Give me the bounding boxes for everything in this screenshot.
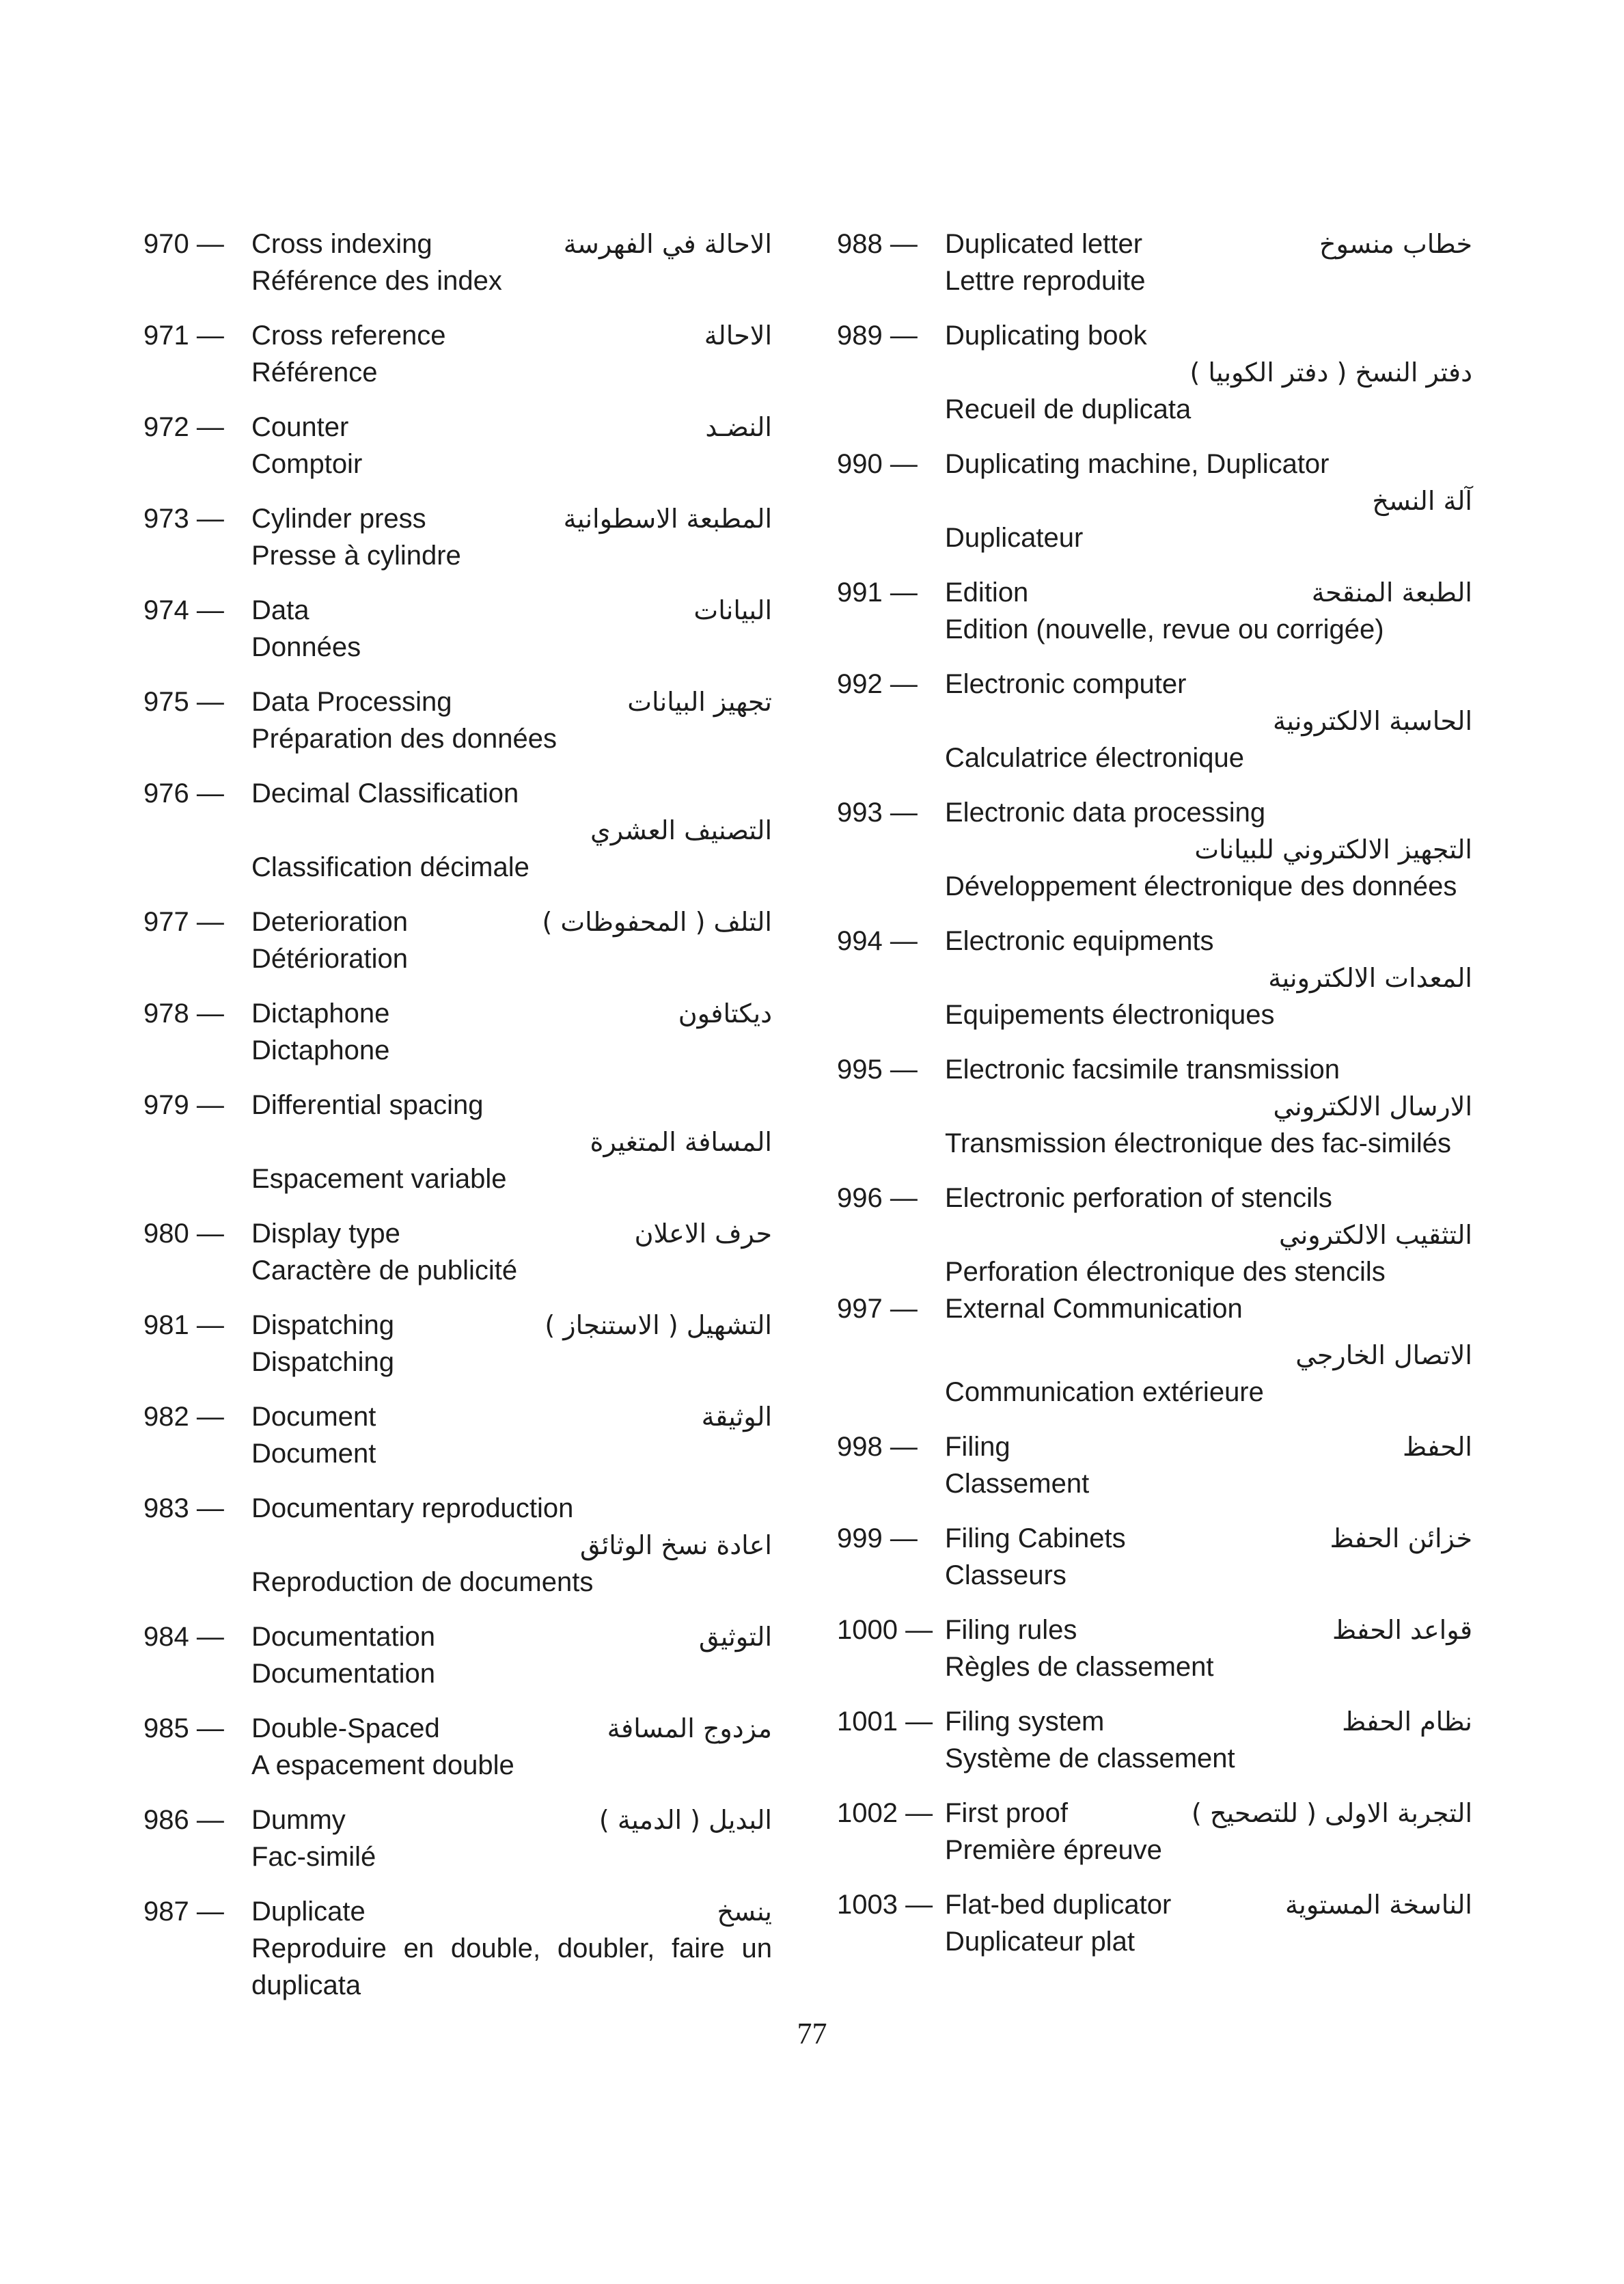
entry-number: 1001 — — [837, 1707, 933, 1737]
entry-english: Electronic computer — [945, 669, 1187, 699]
entry-english: Duplicating book — [945, 321, 1147, 351]
glossary-entry-972 — [143, 409, 772, 482]
glossary-entry-991 — [837, 574, 1472, 648]
glossary-entry-978 — [143, 995, 772, 1069]
glossary-entry-1003 — [837, 1886, 1472, 1960]
entry-french: Reproduction de documents — [251, 1567, 594, 1597]
entry-arabic: التشهيل ( الاستنجاز ) — [545, 1310, 772, 1340]
glossary-entry-974 — [143, 592, 772, 666]
entry-arabic: اعادة نسخ الوثائق — [580, 1530, 772, 1560]
entry-arabic: الحاسبة الالكترونية — [1273, 706, 1472, 736]
glossary-entry-975 — [143, 683, 772, 757]
entry-french: Fac-similé — [251, 1842, 376, 1872]
entry-number: 975 — — [143, 687, 224, 717]
glossary-entry-971 — [143, 317, 772, 391]
entry-number: 1002 — — [837, 1798, 933, 1828]
entry-english: Flat-bed duplicator — [945, 1890, 1172, 1920]
entry-french: Recueil de duplicata — [945, 394, 1192, 424]
glossary-entry-995 — [837, 1051, 1472, 1162]
entry-arabic: الاحالة — [704, 321, 772, 351]
entry-number: 993 — — [837, 798, 918, 828]
entry-french: Espacement variable — [251, 1164, 507, 1194]
entry-french: Classeurs — [945, 1560, 1066, 1590]
entry-number: 988 — — [837, 229, 918, 259]
entry-english: Dummy — [251, 1805, 346, 1835]
entry-french: Classification décimale — [251, 852, 529, 882]
entry-arabic: خطاب منسوخ — [1319, 229, 1472, 259]
entry-number: 978 — — [143, 998, 224, 1029]
entry-french: Préparation des données — [251, 724, 557, 754]
glossary-entry-990 — [837, 446, 1472, 556]
entry-number: 976 — — [143, 778, 224, 808]
left-column — [143, 226, 772, 2004]
right-column — [837, 226, 1472, 1960]
entry-english: Duplicating machine, Duplicator — [945, 449, 1330, 479]
entry-english: Documentation — [251, 1622, 436, 1652]
entry-arabic: تجهيز البيانات — [627, 687, 772, 717]
entry-english: Data Processing — [251, 687, 452, 717]
entry-french: Document — [251, 1439, 376, 1469]
entry-french: Première épreuve — [945, 1835, 1162, 1865]
entry-french: Perforation électronique des stencils — [945, 1257, 1386, 1287]
entry-arabic: خزائن الحفظ — [1330, 1523, 1472, 1553]
entry-arabic: مزدوج المسافة — [607, 1713, 772, 1743]
entry-french: Presse à cylindre — [251, 541, 461, 571]
entry-number: 991 — — [837, 577, 918, 608]
entry-arabic: المعدات الالكترونية — [1268, 963, 1472, 993]
entry-english: Duplicated letter — [945, 229, 1143, 259]
entry-english: External Communication — [945, 1294, 1243, 1324]
entry-english: Dictaphone — [251, 998, 390, 1029]
entry-number: 972 — — [143, 412, 224, 442]
glossary-entry-993 — [837, 794, 1472, 905]
entry-english: Display type — [251, 1219, 400, 1249]
entry-french: A espacement double — [251, 1750, 514, 1780]
entry-english: Filing Cabinets — [945, 1523, 1126, 1553]
entry-arabic: التصنيف العشري — [590, 815, 772, 845]
glossary-entry-989 — [837, 317, 1472, 428]
entry-number: 977 — — [143, 907, 224, 937]
entry-english: Electronic facsimile transmission — [945, 1055, 1340, 1085]
entry-french: Reproduire en double, doubler, faire un duplicata — [251, 1933, 772, 2000]
glossary-entry-997 — [837, 1290, 1472, 1411]
entry-arabic: الارسال الالكتروني — [1273, 1091, 1472, 1121]
entry-english: Electronic perforation of stencils — [945, 1183, 1332, 1213]
entry-english: Electronic equipments — [945, 926, 1214, 956]
entry-french: Dispatching — [251, 1347, 395, 1377]
glossary-entry-1000 — [837, 1612, 1472, 1685]
glossary-entry-982 — [143, 1398, 772, 1472]
entry-arabic: المسافة المتغيرة — [590, 1127, 772, 1157]
entry-number: 982 — — [143, 1402, 224, 1432]
entry-number: 990 — — [837, 449, 918, 479]
glossary-entry-986 — [143, 1802, 772, 1875]
entry-french: Communication extérieure — [945, 1377, 1264, 1407]
entry-english: Duplicate — [251, 1896, 366, 1927]
glossary-entry-983 — [143, 1490, 772, 1601]
entry-french: Règles de classement — [945, 1652, 1214, 1682]
entry-number: 983 — — [143, 1493, 224, 1523]
glossary-entry-992 — [837, 666, 1472, 776]
entry-french: Données — [251, 632, 361, 662]
page-number: 77 — [797, 2017, 827, 2050]
entry-french: Transmission électronique des fac-similés — [945, 1128, 1452, 1158]
entry-english: Data — [251, 595, 309, 625]
entry-french: Edition (nouvelle, revue ou corrigée) — [945, 614, 1384, 644]
entry-number: 971 — — [143, 321, 224, 351]
entry-english: Cylinder press — [251, 504, 426, 534]
glossary-entry-976 — [143, 775, 772, 886]
entry-english: Counter — [251, 412, 349, 442]
entry-number: 1000 — — [837, 1615, 933, 1645]
entry-french: Duplicateur plat — [945, 1927, 1135, 1957]
entry-arabic: قواعد الحفظ — [1332, 1615, 1472, 1645]
entry-arabic: التلف ( المحفوظات ) — [542, 907, 772, 937]
entry-arabic: التوثيق — [699, 1622, 772, 1652]
glossary-entry-999 — [837, 1520, 1472, 1594]
glossary-entry-996 — [837, 1180, 1472, 1290]
glossary-entry-1001 — [837, 1703, 1472, 1777]
glossary-entry-1002 — [837, 1795, 1472, 1868]
glossary-entry-987 — [143, 1893, 772, 2004]
entry-french: Détérioration — [251, 944, 409, 974]
entry-english: Differential spacing — [251, 1090, 484, 1120]
entry-english: Cross indexing — [251, 229, 432, 259]
entry-arabic: ديكتافون — [678, 998, 772, 1029]
entry-arabic: آلة النسخ — [1372, 486, 1472, 516]
entry-english: Documentary reproduction — [251, 1493, 574, 1523]
entry-english: Edition — [945, 577, 1029, 608]
entry-number: 997 — — [837, 1294, 918, 1324]
entry-french: Equipements électroniques — [945, 1000, 1275, 1030]
entry-arabic: نظام الحفظ — [1342, 1707, 1472, 1737]
entry-arabic: النضـد — [705, 412, 772, 442]
entry-number: 994 — — [837, 926, 918, 956]
entry-number: 995 — — [837, 1055, 918, 1085]
entry-french: Développement électronique des données — [945, 871, 1457, 901]
glossary-entry-985 — [143, 1710, 772, 1784]
glossary-entry-994 — [837, 923, 1472, 1033]
entry-number: 987 — — [143, 1896, 224, 1927]
glossary-entry-977 — [143, 903, 772, 977]
entry-french: Système de classement — [945, 1743, 1235, 1773]
entry-arabic: الوثيقة — [701, 1402, 772, 1432]
entry-number: 984 — — [143, 1622, 224, 1652]
entry-number: 970 — — [143, 229, 224, 259]
entry-number: 981 — — [143, 1310, 224, 1340]
entry-french: Lettre reproduite — [945, 266, 1146, 296]
entry-number: 998 — — [837, 1432, 918, 1462]
entry-arabic: ينسخ — [717, 1896, 772, 1927]
entry-arabic: الحفظ — [1403, 1432, 1472, 1462]
entry-english: Decimal Classification — [251, 778, 519, 808]
entry-french: Documentation — [251, 1659, 436, 1689]
entry-arabic: التجربة الاولى ( للتصحيح ) — [1192, 1798, 1472, 1828]
entry-arabic: التثقيب الالكتروني — [1279, 1220, 1472, 1250]
entry-number: 979 — — [143, 1090, 224, 1120]
entry-english: Document — [251, 1402, 376, 1432]
entry-french: Calculatrice électronique — [945, 743, 1245, 773]
entry-english: Deterioration — [251, 907, 409, 937]
entry-arabic: الاحالة في الفهرسة — [563, 229, 772, 259]
entry-arabic: دفتر النسخ ( دفتر الكوبيا ) — [1189, 357, 1472, 388]
glossary-entry-998 — [837, 1428, 1472, 1502]
entry-english: Filing rules — [945, 1615, 1077, 1645]
entry-french: Comptoir — [251, 449, 363, 479]
entry-arabic: البديل ( الدمية ) — [598, 1805, 772, 1835]
entry-english: Filing system — [945, 1707, 1105, 1737]
entry-number: 973 — — [143, 504, 224, 534]
glossary-entry-984 — [143, 1618, 772, 1692]
glossary-entry-981 — [143, 1307, 772, 1381]
entry-english: Double-Spaced — [251, 1713, 440, 1743]
entry-french: Référence — [251, 357, 378, 388]
entry-english: Dispatching — [251, 1310, 395, 1340]
entry-number: 1003 — — [837, 1890, 933, 1920]
entry-english: Electronic data processing — [945, 798, 1266, 828]
entry-arabic: حرف الاعلان — [634, 1219, 772, 1249]
glossary-entry-973 — [143, 500, 772, 574]
entry-english: Cross reference — [251, 321, 446, 351]
entry-french: Duplicateur — [945, 523, 1084, 553]
entry-number: 992 — — [837, 669, 918, 699]
entry-arabic: الناسخة المستوية — [1284, 1890, 1472, 1920]
entry-number: 989 — — [837, 321, 918, 351]
entry-number: 999 — — [837, 1523, 918, 1553]
glossary-entry-979 — [143, 1087, 772, 1197]
entry-number: 980 — — [143, 1219, 224, 1249]
entry-french: Caractère de publicité — [251, 1255, 518, 1286]
entry-arabic: التجهيز الالكتروني للبيانات — [1194, 834, 1472, 865]
entry-number: 986 — — [143, 1805, 224, 1835]
entry-arabic: المطبعة الاسطوانية — [563, 504, 772, 534]
glossary-entry-970 — [143, 226, 772, 299]
entry-number: 996 — — [837, 1183, 918, 1213]
entry-number: 985 — — [143, 1713, 224, 1743]
entry-english: Filing — [945, 1432, 1010, 1462]
entry-arabic: البيانات — [693, 595, 772, 625]
entry-arabic: الاتصال الخارجي — [1295, 1340, 1472, 1370]
entry-english: First proof — [945, 1798, 1069, 1828]
glossary-entry-988 — [837, 226, 1472, 299]
entry-french: Référence des index — [251, 266, 502, 296]
entry-french: Classement — [945, 1469, 1090, 1499]
glossary-entry-980 — [143, 1215, 772, 1289]
entry-french: Dictaphone — [251, 1035, 390, 1065]
entry-number: 974 — — [143, 595, 224, 625]
entry-arabic: الطبعة المنقحة — [1311, 577, 1472, 608]
